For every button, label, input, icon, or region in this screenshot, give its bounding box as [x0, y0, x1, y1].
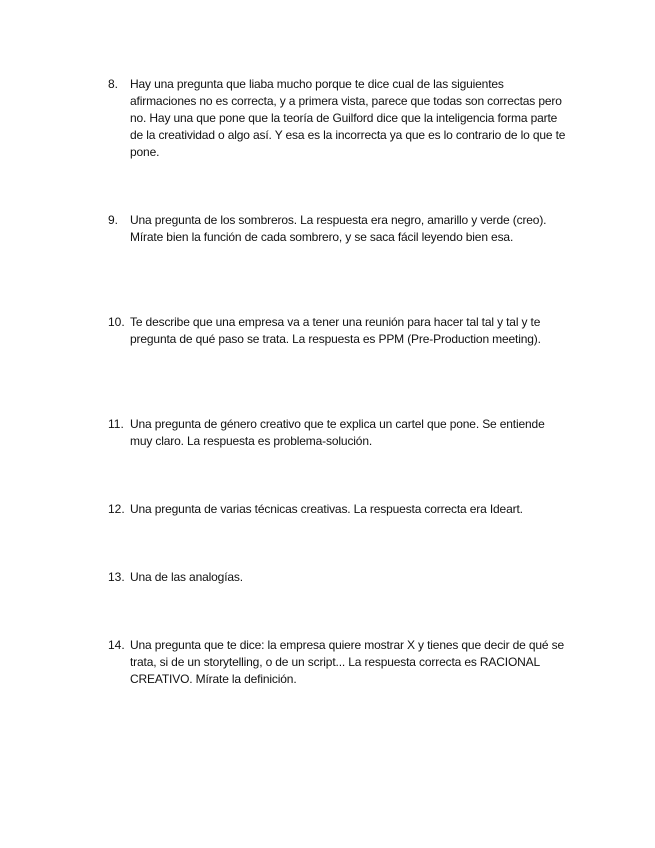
- list-item: [108, 501, 568, 518]
- list-item-text: Hay una pregunta que liaba mucho porque te dice cual de las siguientes afirmaciones no es correcta, y a primera vista, parece que todas son correctas pero no. Hay una que pone que la teoría de Guilford dice que la inteligencia forma parte de la creatividad o algo así. Y esa es la incorrecta ya que es lo contrario de lo que te pone.: [130, 77, 566, 159]
- list-item: [108, 314, 568, 348]
- list-item-number: 8.: [108, 77, 119, 91]
- list-item-number: 13.: [108, 570, 125, 584]
- list-item: [108, 637, 568, 688]
- list-item-number: 9.: [108, 213, 119, 227]
- list-item: [108, 212, 568, 246]
- list-item: [108, 569, 568, 586]
- list-item: [108, 416, 568, 450]
- list-item-text: Una pregunta de varias técnicas creativas. La respuesta correcta era Ideart.: [130, 502, 523, 516]
- list-item-number: 14.: [108, 638, 125, 652]
- list-item-text: Una pregunta que te dice: la empresa quiere mostrar X y tienes que decir de qué se trata, si de un storytelling, o de un script... La respuesta correcta es RACIONAL CREATIVO. Mírate la definición.: [130, 638, 564, 686]
- list-item: [108, 76, 568, 161]
- list-item-number: 10.: [108, 315, 125, 329]
- list-item-number: 11.: [108, 417, 124, 431]
- list-item-number: 12.: [108, 502, 125, 516]
- list-item-text: Te describe que una empresa va a tener una reunión para hacer tal tal y tal y te pregunta de qué paso se trata. La respuesta es PPM (Pre-Production meeting).: [130, 315, 541, 346]
- list-item-text: Una de las analogías.: [130, 570, 243, 584]
- list-item-text: Una pregunta de los sombreros. La respuesta era negro, amarillo y verde (creo). Mírate bien la función de cada sombrero, y se saca fácil leyendo bien esa.: [130, 213, 547, 244]
- list-item-text: Una pregunta de género creativo que te explica un cartel que pone. Se entiende muy claro. La respuesta es problema-solución.: [130, 417, 545, 448]
